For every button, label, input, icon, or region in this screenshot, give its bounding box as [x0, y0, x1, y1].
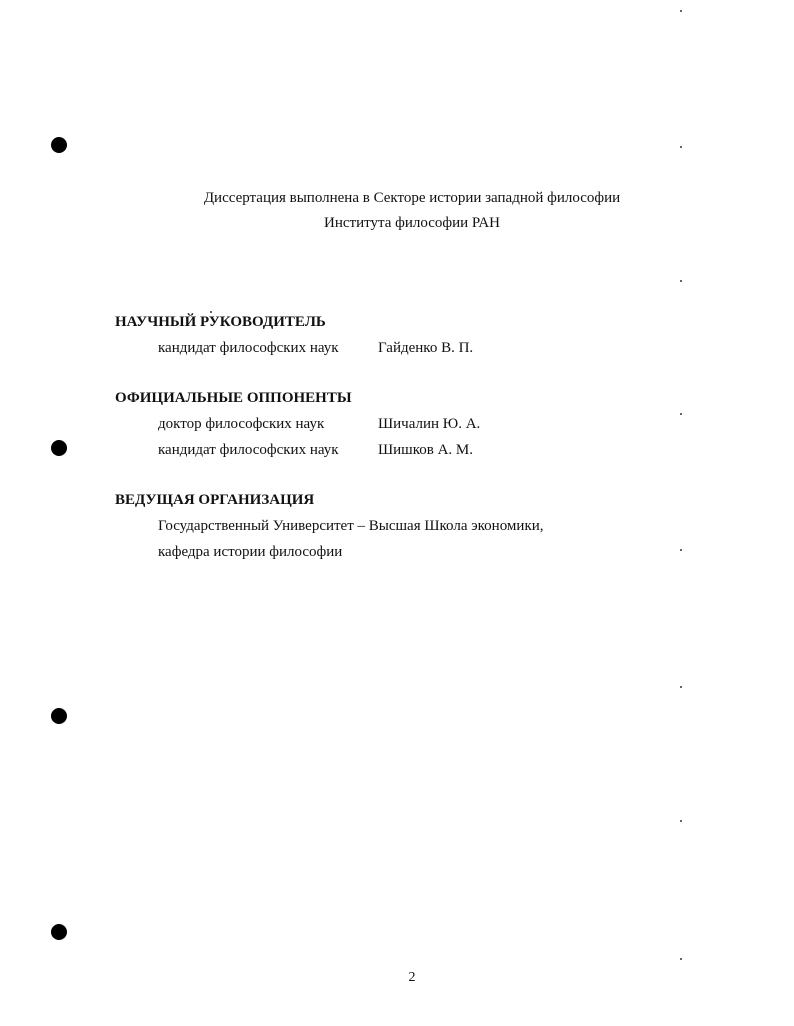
opponent-row	[158, 442, 473, 459]
scan-speck	[680, 820, 682, 822]
opponent-degree: кандидат философских наук	[158, 442, 339, 458]
scan-speck	[680, 10, 682, 12]
opponent-degree: доктор философских наук	[158, 416, 325, 432]
supervisor-degree: кандидат философских наук	[158, 340, 339, 356]
supervisor-name: Гайденко В. П.	[378, 340, 474, 356]
scan-speck	[680, 686, 682, 688]
organization-line-2: кафедра истории философии	[158, 544, 343, 560]
scan-speck	[680, 413, 682, 415]
organization-line-1: Государственный Университет – Высшая Школа экономики,	[158, 518, 544, 534]
scan-speck	[210, 311, 212, 313]
opponents-heading: ОФИЦИАЛЬНЫЕ ОППОНЕНТЫ	[115, 390, 352, 406]
scan-speck	[680, 280, 682, 282]
organization-heading: ВЕДУЩАЯ ОРГАНИЗАЦИЯ	[115, 492, 315, 508]
opponent-row	[158, 416, 481, 433]
intro-block	[0, 186, 794, 236]
scan-speck	[680, 549, 682, 551]
punch-hole	[51, 924, 67, 940]
scan-speck	[680, 146, 682, 148]
opponent-name: Шичалин Ю. А.	[378, 416, 481, 432]
supervisor-heading: НАУЧНЫЙ РУКОВОДИТЕЛЬ	[115, 314, 326, 330]
punch-hole	[51, 137, 67, 153]
supervisor-row	[158, 340, 474, 357]
intro-line-1: Диссертация выполнена в Секторе истории западной философии	[203, 190, 621, 206]
opponent-name: Шишков А. М.	[378, 442, 473, 458]
punch-hole	[51, 440, 67, 456]
intro-line-2: Института философии РАН	[324, 215, 500, 231]
page-number: 2	[408, 970, 416, 985]
scan-speck	[680, 958, 682, 960]
punch-hole	[51, 708, 67, 724]
